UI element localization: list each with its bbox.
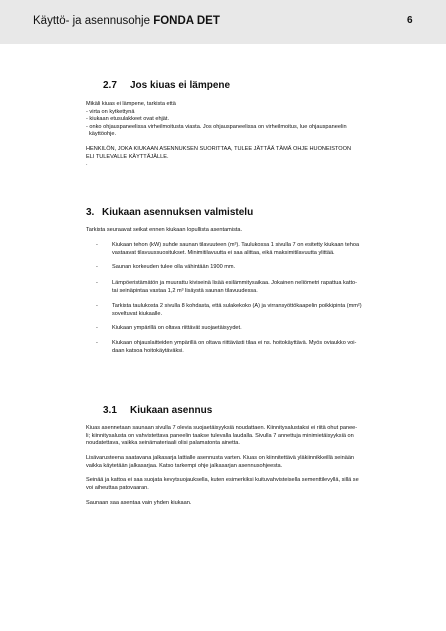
- list-line: Lämpöeristämätön ja muurattu kivisein​ä lisää esilämmitysaikaa. Jokainen neliömetri rapattua katto-: [112, 280, 357, 286]
- document-title: [33, 15, 220, 27]
- body-line: li; kiinnitysalusta on vahvistettava paneelin taakse tulevalla laudalla. Sivulla 7 annettuja minimietäisyyksiä on: [86, 432, 354, 439]
- list-item-text: [112, 280, 418, 295]
- body-line: käyttöohje.: [89, 131, 117, 138]
- body-line: - virta on kytkettynä: [86, 108, 135, 115]
- body-line: Lisävarusteena saatavana jalkasarja lattialle asennusta varten. Kiuas on kiinnitettävä yläkiinnikkeillä seinään: [86, 455, 355, 461]
- list-dash: -: [96, 340, 98, 346]
- section-3-heading: [86, 207, 253, 218]
- list-item-text: [112, 325, 418, 333]
- paragraph: [86, 477, 422, 492]
- title-prefix: Käyttö- ja asennusohje: [33, 15, 154, 27]
- section-number: 3.1: [103, 405, 117, 416]
- warning-line: ELI TULEVALLE KÄYTTÄJÄLLE.: [86, 153, 169, 160]
- body-line: vaikka käytetään jalkasarjaa. Katso tarkempi ohje jalkasarjan asennusohjeesta.: [86, 462, 283, 469]
- section-number: 2.7: [103, 80, 117, 91]
- list-item-text: [112, 303, 418, 318]
- title-product: FONDA DET: [153, 15, 220, 27]
- section-title: Jos kiuas ei lämpene: [130, 80, 231, 91]
- list-dash: -: [96, 325, 98, 331]
- list-line: Tarkista taulukosta 2 sivulla 8 kohdasta, että sulakekoko (A) ja virransyöttökaapelin poikkipinta (mm²): [112, 303, 362, 309]
- list-line: Saunan korkeuden tulee olla vähintään 1900 mm.: [112, 264, 236, 270]
- body-line: Kiuas asennetaan saunaan sivulla 7 olevia suojaetäisyyksiä noudattaen. Kiinnitysalustaksi ei riitä ohut panee-: [86, 425, 358, 431]
- section-title: Kiukaan asennus: [130, 405, 213, 416]
- section-3-1-heading: [103, 405, 212, 416]
- section-title: Kiukaan asennuksen valmistelu: [102, 207, 254, 218]
- section-2-7-body: [86, 101, 422, 139]
- section-3-intro: Tarkista seuraavat seikat ennen kiukaan lopullista asentamista.: [86, 227, 243, 233]
- installer-warning: [86, 146, 422, 169]
- body-line: Seinää ja kattoa ei saa suojata kevytsuojauksella, kuten esimerkiksi kuituvahvisteisella sementtilevyllä, sillä se: [86, 477, 359, 483]
- list-line: Kiukaan ympärillä on oltava riittävät suojaetäisyydet.: [112, 325, 242, 331]
- list-dash: -: [96, 280, 98, 286]
- list-line: Kiukaan tehon (kW) suhde saunan tilavuuteen (m³). Taulukossa 1 sivulla 7 on esitetty kiukaan tehoa: [112, 242, 360, 248]
- body-line: Saunaan saa asentaa vain yhden kiukaan.: [86, 500, 192, 506]
- paragraph: [86, 455, 422, 470]
- list-item-text: [112, 242, 418, 257]
- list-line: Kiukaan ohjauslaitteiden ympärillä on oltava riittävästi tilaa ei ns. hoitokäyttävä. Myös oviaukko voi-: [112, 340, 357, 346]
- list-dash: -: [96, 303, 98, 309]
- list-item-text: [112, 264, 418, 272]
- body-line: Mikäli kiuas ei lämpene, tarkista että: [86, 101, 176, 107]
- warning-line: HENKILÖN, JOKA KIUKAAN ASENNUKSEN SUORITTAA, TULEE JÄTTÄÄ TÄMÄ OHJE HUONEISTOON: [86, 146, 352, 152]
- list-line: soveltuvat kiukaalle.: [112, 310, 163, 317]
- list-line: vastaavat tilavuussuositukset. Minimitilavuutta ei saa alittaa, eikä maksimitilavuutta ylittää.: [112, 249, 335, 256]
- list-line: tai seinäpintaa vastaa 1,2 m³ lisäystä saunan tilavuudessa.: [112, 287, 258, 294]
- list-dash: -: [96, 264, 98, 270]
- list-line: daan katsoa hoitokäytäväksi.: [112, 347, 184, 354]
- paragraph: [86, 425, 422, 448]
- body-line: voi aiheuttaa patovaaran.: [86, 484, 149, 491]
- body-line: - onko ohjauspaneelissa virheilmoitusta viasta. Jos ohjauspaneelissa on virheilmoitus, lue ohjauspaneelin: [86, 123, 347, 130]
- list-dash: -: [96, 242, 98, 248]
- page-number: 6: [407, 15, 413, 26]
- page-header: [0, 0, 446, 44]
- paragraph: [86, 500, 422, 508]
- body-line: - kiukaan etusulakkeet ovat ehjät.: [86, 116, 170, 123]
- list-item-text: [112, 340, 418, 355]
- section-number: 3.: [86, 207, 95, 218]
- section-2-7-heading: [103, 80, 230, 91]
- warning-line: .: [86, 161, 88, 168]
- body-line: noudatettava, vaikka seinämateriaali olisi palamatonta ainetta.: [86, 440, 240, 447]
